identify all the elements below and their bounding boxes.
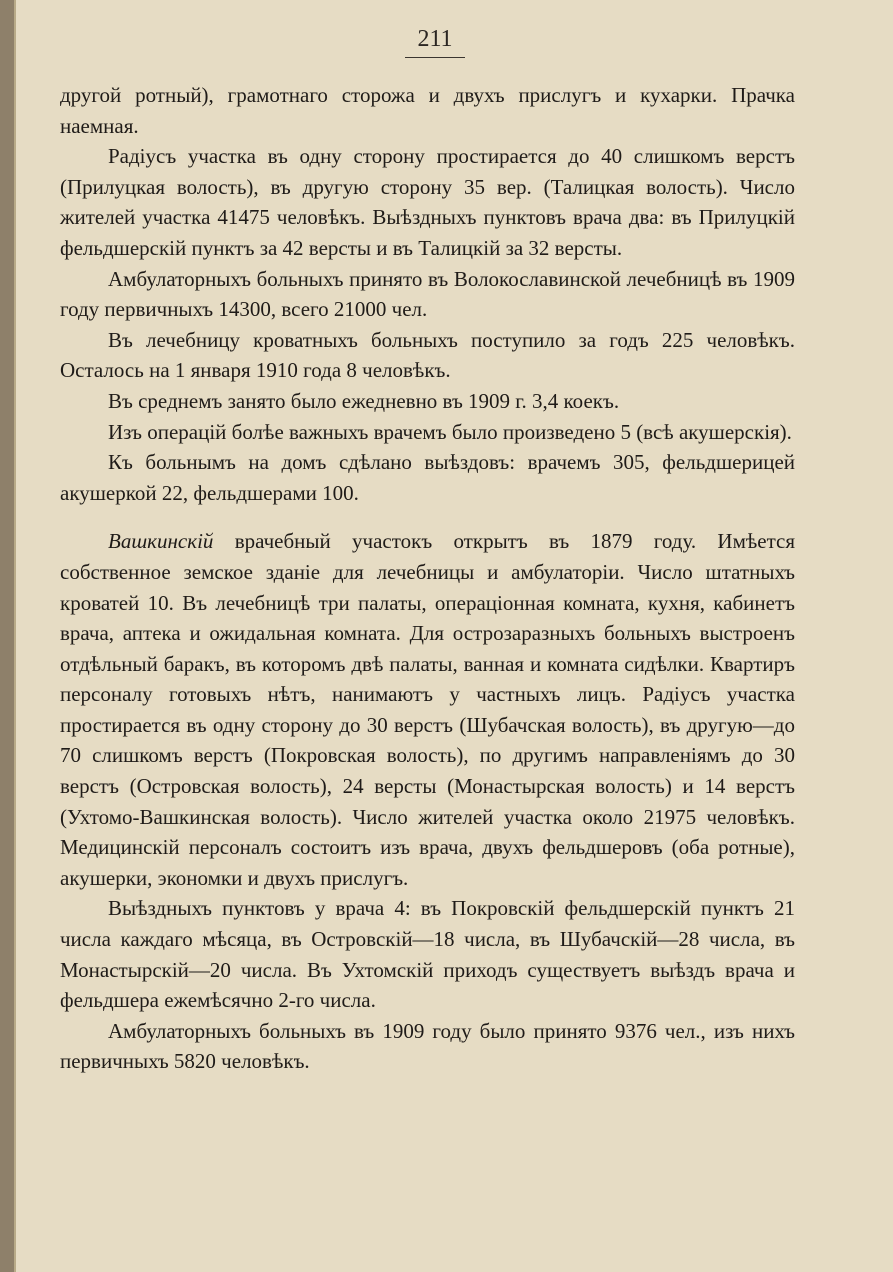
paragraph-beds-average: Въ среднемъ занято было ежедневно въ 1909 г. 3,4 коекъ. xyxy=(108,388,620,413)
paragraph-inpatients: Въ лечебницу кроватныхъ больныхъ поступило за годъ 225 человѣкъ. Осталось на 1 января 1910 года 8 человѣкъ. xyxy=(60,327,795,383)
paragraph-operations: Изъ операцій болѣе важныхъ врачемъ было произведено 5 (всѣ акушерскія). xyxy=(108,419,792,444)
district-name: Вашкинскій xyxy=(108,529,214,554)
paragraph-ambulatory: Амбулаторныхъ больныхъ принято въ Волокославинской лечебницѣ въ 1909 году первичныхъ 14300, всего 21000 чел. xyxy=(60,266,795,322)
page-number: 211 xyxy=(417,26,453,52)
paragraph-vashkinsky-text: врачебный участокъ открытъ въ 1879 году. Имѣется собственное земское зданіе для лечебницы и амбулаторіи. Число штатныхъ кроватей 10. Въ лечебницѣ три палаты, операціонная комната, кухня, кабинетъ врача, аптека и ожидальная комната. Для острозаразныхъ больныхъ выстроенъ отдѣльный баракъ, въ которомъ двѣ палаты, ванная и комната сидѣлки. Квартиръ персоналу готовыхъ нѣтъ, нанимаютъ у частныхъ лицъ. Радіусъ участка простирается въ одну сторону до 30 верстъ (Шубачская волость), въ другую—до 70 слишкомъ верстъ (Покровская волость), по другимъ направленіямъ до 30 верстъ (Островская волость), 24 версты (Монастырская волость) и 14 верстъ (Ухтомо-Вашкинская волость). Число жителей участка около 21975 человѣкъ. Медицинскій персоналъ состоитъ изъ врача, двухъ фельдшеровъ (оба ротные), акушерки, экономки и двухъ прислугъ. xyxy=(60,529,795,890)
paragraph-visit-points: Выѣздныхъ пунктовъ у врача 4: въ Покровскій фельдшерскій пунктъ 21 числа каждаго мѣсяца, въ Островскій—18 числа, въ Шубачскій—28 числа, въ Монастырскій—20 числа. Въ Ухтомскій приходъ существуетъ выѣздъ врача и фельдшера ежемѣсячно 2-го числа. xyxy=(60,896,795,1013)
paragraph-continuation: другой ротный), грамотнаго сторожа и двухъ прислугъ и кухарки. Прачка наемная. xyxy=(60,83,795,138)
body-text xyxy=(60,80,795,1077)
book-spine-edge xyxy=(0,0,14,1272)
paragraph-home-visits: Къ больнымъ на домъ сдѣлано выѣздовъ: врачемъ 305, фельдшерицей акушеркой 22, фельдшерами 100. xyxy=(60,450,795,505)
paragraph-radius: Радіусъ участка въ одну сторону простирается до 40 слишкомъ верстъ (Прилуцкая волость), въ другую сторону 35 вер. (Талицкая волость). Число жителей участка 41475 человѣкъ. Выѣздныхъ пунктовъ врача два: въ Прилуцкій фельдшерскій пунктъ за 42 версты и въ Талицкій за 32 версты. xyxy=(60,144,795,260)
page-number-rule xyxy=(405,57,465,58)
paragraph-ambulatory-1909: Амбулаторныхъ больныхъ въ 1909 году было принято 9376 чел., изъ нихъ первичныхъ 5820 человѣкъ. xyxy=(60,1018,795,1074)
paragraph-vashkinsky xyxy=(60,526,795,893)
